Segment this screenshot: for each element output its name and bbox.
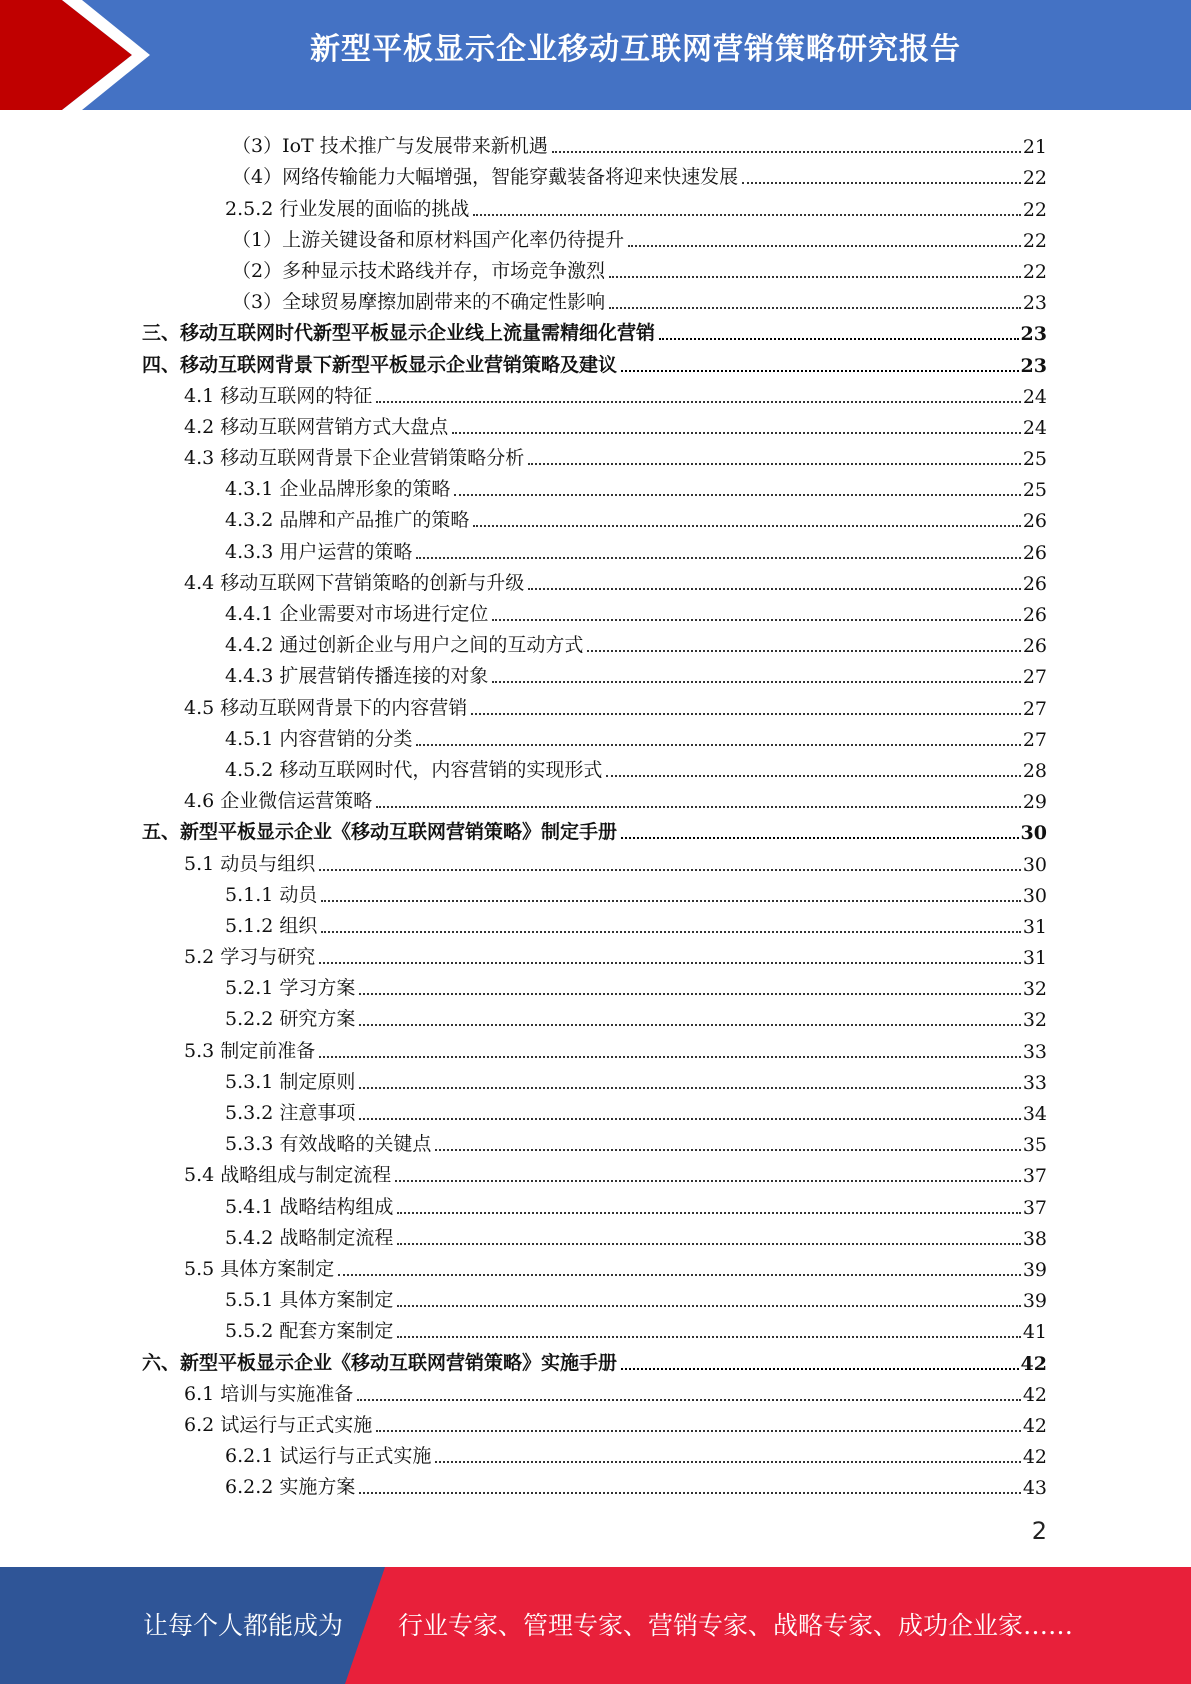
toc-entry[interactable] — [0, 252, 1191, 283]
toc-entry[interactable] — [0, 782, 1191, 813]
toc-entry-page: 26 — [1022, 510, 1047, 533]
toc-entry[interactable] — [0, 532, 1191, 563]
toc-entry-title: 5.4.2 战略制定流程 — [225, 1226, 394, 1249]
toc-entry-title: 六、新型平板显示企业《移动互联网营销策略》实施手册 — [142, 1351, 618, 1374]
toc-leader-dots — [587, 649, 1020, 652]
page-number: 2 — [1031, 1517, 1047, 1545]
toc-entry-page: 32 — [1022, 978, 1047, 1001]
toc-entry-page: 30 — [1022, 853, 1047, 876]
toc-entry-title: 6.1 培训与实施准备 — [184, 1382, 354, 1405]
toc-entry-title: 5.1.2 组织 — [225, 914, 318, 937]
toc-entry[interactable] — [0, 844, 1191, 875]
toc-leader-dots — [606, 774, 1020, 777]
toc-leader-dots — [397, 1211, 1020, 1214]
toc-entry-title: 5.3 制定前准备 — [184, 1039, 316, 1062]
toc-entry-title: 5.1 动员与组织 — [184, 852, 316, 875]
toc-entry-page: 26 — [1022, 541, 1047, 564]
toc-entry-title: 5.5 具体方案制定 — [184, 1257, 335, 1280]
toc-leader-dots — [416, 743, 1020, 746]
toc-entry[interactable] — [0, 1281, 1191, 1312]
toc-leader-dots — [473, 213, 1020, 216]
toc-entry[interactable] — [0, 1250, 1191, 1281]
toc-entry-title: （3）IoT 技术推广与发展带来新机遇 — [232, 135, 548, 158]
toc-entry[interactable] — [0, 127, 1191, 158]
toc-entry-page: 41 — [1022, 1321, 1047, 1344]
toc-entry[interactable] — [0, 907, 1191, 938]
toc-entry-page: 43 — [1022, 1477, 1047, 1500]
toc-entry-title: （4）网络传输能力大幅增强，智能穿戴装备将迎来快速发展 — [232, 166, 739, 189]
toc-entry-title: 4.4.1 企业需要对市场进行定位 — [225, 603, 489, 625]
header-chevron-decoration — [0, 0, 150, 110]
toc-entry[interactable] — [0, 938, 1191, 969]
toc-entry-title: 4.5.2 移动互联网时代，内容营销的实现形式 — [225, 758, 603, 781]
toc-entry-title: （3）全球贸易摩擦加剧带来的不确定性影响 — [232, 291, 606, 314]
toc-entry-page: 30 — [1020, 822, 1047, 845]
toc-entry-page: 26 — [1022, 635, 1047, 658]
toc-entry-title: 5.1.1 动员 — [225, 883, 318, 906]
toc-entry[interactable] — [0, 564, 1191, 595]
toc-entry-title: 三、移动互联网时代新型平板显示企业线上流量需精细化营销 — [142, 322, 656, 345]
toc-entry-title: 4.2 移动互联网营销方式大盘点 — [184, 415, 449, 438]
toc-entry-title: 5.2.2 研究方案 — [225, 1008, 356, 1031]
toc-entry-page: 37 — [1022, 1196, 1047, 1219]
toc-leader-dots — [609, 275, 1021, 278]
toc-entry[interactable] — [0, 221, 1191, 252]
toc-entry[interactable] — [0, 439, 1191, 470]
toc-entry[interactable] — [0, 1063, 1191, 1094]
toc-entry-page: 26 — [1022, 572, 1047, 595]
toc-entry-title: 5.3.3 有效战略的关键点 — [225, 1133, 432, 1156]
toc-entry-title: 4.3.1 企业品牌形象的策略 — [225, 478, 451, 501]
toc-leader-dots — [397, 1304, 1020, 1307]
toc-entry-page: 34 — [1022, 1103, 1047, 1125]
toc-leader-dots — [454, 493, 1020, 496]
toc-entry-title: 6.2.1 试运行与正式实施 — [225, 1445, 432, 1468]
toc-entry-page: 42 — [1022, 1414, 1047, 1437]
toc-entry-page: 42 — [1020, 1352, 1047, 1375]
toc-entry[interactable] — [0, 1031, 1191, 1062]
toc-leader-dots — [452, 431, 1021, 434]
toc-leader-dots — [359, 1491, 1020, 1494]
page-footer — [0, 1567, 1191, 1684]
toc-entry-title: 4.5 移动互联网背景下的内容营销 — [184, 696, 468, 719]
page-header — [0, 0, 1191, 110]
toc-entry[interactable] — [0, 969, 1191, 1000]
toc-entry-page: 33 — [1022, 1040, 1047, 1063]
toc-entry[interactable] — [0, 314, 1191, 345]
toc-leader-dots — [321, 899, 1020, 902]
toc-entry[interactable] — [0, 813, 1191, 844]
toc-entry-page: 37 — [1022, 1165, 1047, 1188]
toc-leader-dots — [621, 1367, 1019, 1370]
toc-entry[interactable] — [0, 688, 1191, 719]
toc-entry-page: 32 — [1022, 1009, 1047, 1032]
toc-entry-title: 6.2 试运行与正式实施 — [184, 1413, 373, 1436]
toc-entry-title: 4.4 移动互联网下营销策略的创新与升级 — [184, 571, 525, 594]
toc-entry[interactable] — [0, 876, 1191, 907]
toc-entry-page: 22 — [1022, 167, 1047, 190]
toc-entry-page: 24 — [1022, 385, 1047, 408]
toc-entry[interactable] — [0, 1437, 1191, 1468]
toc-entry-title: （1）上游关键设备和原材料国产化率仍待提升 — [232, 228, 625, 251]
toc-entry-page: 25 — [1022, 448, 1047, 471]
toc-entry[interactable] — [0, 1375, 1191, 1406]
toc-entry[interactable] — [0, 1125, 1191, 1156]
toc-entry-page: 31 — [1022, 915, 1047, 938]
toc-leader-dots — [338, 1273, 1021, 1276]
toc-entry-title: 5.2.1 学习方案 — [225, 977, 356, 1000]
toc-entry-page: 29 — [1022, 791, 1047, 814]
toc-entry-page: 42 — [1022, 1446, 1047, 1469]
toc-leader-dots — [416, 556, 1020, 559]
toc-entry[interactable] — [0, 1343, 1191, 1374]
toc-entry-title: 5.4 战略组成与制定流程 — [184, 1164, 392, 1187]
toc-entry-page: 33 — [1022, 1071, 1047, 1094]
toc-entry-title: 4.3.3 用户运营的策略 — [225, 540, 413, 563]
toc-leader-dots — [397, 1335, 1020, 1338]
toc-entry[interactable] — [0, 1406, 1191, 1437]
toc-leader-dots — [359, 1117, 1020, 1120]
toc-entry[interactable] — [0, 1219, 1191, 1250]
page-title: 新型平板显示企业移动互联网营销策略研究报告 — [310, 32, 961, 67]
toc-entry-title: 4.6 企业微信运营策略 — [184, 790, 373, 813]
toc-entry-page: 30 — [1022, 884, 1047, 907]
toc-entry-page: 27 — [1022, 728, 1047, 751]
toc-entry-title: 4.5.1 内容营销的分类 — [225, 727, 413, 750]
toc-entry-title: 五、新型平板显示企业《移动互联网营销策略》制定手册 — [142, 821, 618, 844]
toc-entry[interactable] — [0, 189, 1191, 220]
toc-entry-page: 35 — [1022, 1134, 1047, 1157]
toc-leader-dots — [395, 1179, 1021, 1182]
table-of-contents — [0, 127, 1191, 1499]
toc-entry-page: 23 — [1022, 292, 1047, 315]
toc-entry-page: 21 — [1022, 136, 1047, 159]
toc-entry-page: 31 — [1022, 947, 1047, 970]
toc-entry[interactable] — [0, 501, 1191, 532]
toc-entry-page: 25 — [1022, 479, 1047, 502]
toc-leader-dots — [621, 369, 1019, 372]
toc-entry-page: 27 — [1022, 697, 1047, 720]
toc-leader-dots — [321, 930, 1020, 933]
toc-leader-dots — [357, 1398, 1021, 1401]
toc-entry[interactable] — [0, 408, 1191, 439]
toc-entry-page: 22 — [1022, 198, 1047, 221]
toc-entry-page: 23 — [1020, 323, 1047, 346]
toc-entry-page: 39 — [1022, 1258, 1047, 1281]
toc-entry[interactable] — [0, 1156, 1191, 1187]
toc-leader-dots — [473, 524, 1020, 527]
toc-entry-title: 5.2 学习与研究 — [184, 946, 316, 969]
toc-entry-page: 38 — [1022, 1227, 1047, 1250]
toc-entry[interactable] — [0, 1094, 1191, 1125]
toc-entry[interactable] — [0, 1187, 1191, 1218]
toc-entry-title: 5.5.1 具体方案制定 — [225, 1289, 394, 1312]
toc-entry[interactable] — [0, 751, 1191, 782]
toc-leader-dots — [471, 712, 1021, 715]
toc-entry[interactable] — [0, 1468, 1191, 1499]
toc-entry-page: 42 — [1022, 1383, 1047, 1406]
toc-leader-dots — [376, 805, 1021, 808]
toc-leader-dots — [319, 1055, 1021, 1058]
toc-leader-dots — [397, 1242, 1020, 1245]
toc-entry-page: 23 — [1020, 354, 1047, 377]
toc-entry-title: 5.5.2 配套方案制定 — [225, 1320, 394, 1343]
toc-leader-dots — [319, 868, 1021, 871]
toc-entry-title: 四、移动互联网背景下新型平板显示企业营销策略及建议 — [142, 353, 618, 376]
toc-entry-title: 6.2.2 实施方案 — [225, 1476, 356, 1499]
toc-leader-dots — [492, 680, 1020, 683]
toc-entry-title: （2）多种显示技术路线并存，市场竞争激烈 — [232, 259, 606, 282]
toc-leader-dots — [435, 1148, 1020, 1151]
toc-entry[interactable] — [0, 657, 1191, 688]
toc-leader-dots — [359, 992, 1020, 995]
toc-leader-dots — [552, 150, 1021, 153]
toc-entry-title: 5.3.2 注意事项 — [225, 1102, 356, 1124]
toc-entry-page: 39 — [1022, 1290, 1047, 1313]
toc-leader-dots — [659, 337, 1019, 340]
toc-entry[interactable] — [0, 377, 1191, 408]
toc-leader-dots — [628, 244, 1021, 247]
toc-leader-dots — [359, 1023, 1020, 1026]
toc-entry-title: 4.1 移动互联网的特征 — [184, 384, 373, 407]
toc-entry-title: 4.4.3 扩展营销传播连接的对象 — [225, 665, 489, 688]
footer-slogan: 让每个人都能成为 — [143, 1611, 344, 1640]
toc-entry-page: 22 — [1022, 260, 1047, 283]
toc-entry-title: 4.3.2 品牌和产品推广的策略 — [225, 509, 470, 532]
toc-entry[interactable] — [0, 158, 1191, 189]
toc-leader-dots — [609, 306, 1021, 309]
toc-leader-dots — [742, 181, 1021, 184]
toc-entry[interactable] — [0, 1000, 1191, 1031]
toc-leader-dots — [435, 1460, 1020, 1463]
toc-entry-page: 27 — [1022, 666, 1047, 689]
toc-entry[interactable] — [0, 626, 1191, 657]
toc-entry-title: 2.5.2 行业发展的面临的挑战 — [225, 197, 470, 220]
toc-entry-page: 24 — [1022, 416, 1047, 439]
toc-leader-dots — [528, 462, 1021, 465]
toc-entry[interactable] — [0, 1312, 1191, 1343]
toc-entry[interactable] — [0, 345, 1191, 376]
toc-entry-title: 4.4.2 通过创新企业与用户之间的互动方式 — [225, 634, 584, 657]
toc-leader-dots — [319, 961, 1021, 964]
toc-leader-dots — [528, 587, 1021, 590]
toc-entry-page: 22 — [1022, 229, 1047, 252]
toc-entry[interactable] — [0, 720, 1191, 751]
toc-entry-page: 28 — [1022, 759, 1047, 782]
toc-leader-dots — [376, 1429, 1021, 1432]
toc-entry-title: 5.3.1 制定原则 — [225, 1070, 356, 1093]
toc-entry-page: 26 — [1022, 604, 1047, 626]
toc-leader-dots — [621, 836, 1019, 839]
toc-leader-dots — [492, 618, 1020, 621]
toc-leader-dots — [376, 400, 1021, 403]
toc-entry[interactable] — [0, 283, 1191, 314]
toc-entry[interactable] — [0, 595, 1191, 626]
footer-roles: 行业专家、管理专家、营销专家、战略专家、成功企业家…… — [398, 1611, 1074, 1640]
toc-entry-title: 5.4.1 战略结构组成 — [225, 1195, 394, 1218]
toc-entry[interactable] — [0, 470, 1191, 501]
toc-entry-title: 4.3 移动互联网背景下企业营销策略分析 — [184, 447, 525, 470]
toc-leader-dots — [359, 1086, 1020, 1089]
